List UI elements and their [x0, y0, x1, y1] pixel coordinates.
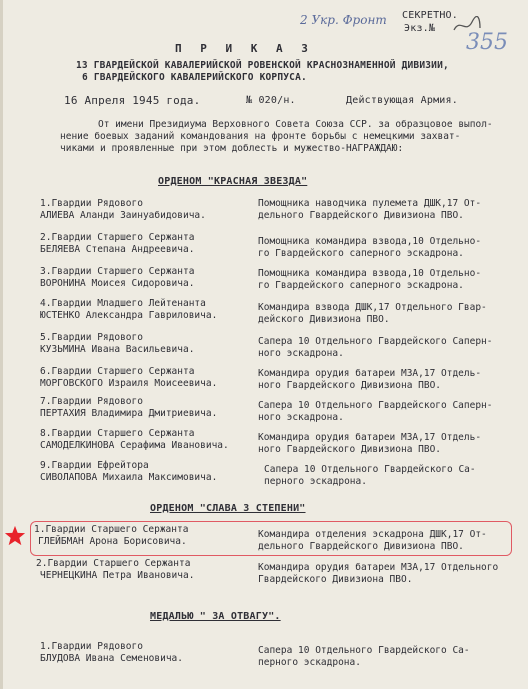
entry-rank: 9.Гвардии Ефрейтора — [40, 460, 149, 471]
entry-position: дейского Дивизиона ПВО. — [258, 314, 390, 325]
order-title: П Р И К А З — [175, 42, 314, 55]
entry-position: Помощника командира взвода,10 Отдельно- — [258, 236, 482, 247]
order-number: № 020/н. — [246, 95, 296, 106]
entry-position: Сапера 10 Отдельного Гвардейского Са- — [264, 464, 476, 475]
entry-rank: 7.Гвардии Рядового — [40, 396, 143, 407]
entry-position: дельного Гвардейского Дивизиона ПВО. — [258, 541, 464, 552]
entry-name: БЛУДОВА Ивана Семеновича. — [40, 653, 183, 664]
entry-name: МОРГОВСКОГО Израиля Моисеевича. — [40, 378, 218, 389]
entry-position: Сапера 10 Отдельного Гвардейского Саперн- — [258, 336, 493, 347]
entry-name: АЛИЕВА Аланди Заинуабидовича. — [40, 210, 206, 221]
entry-name: ЮСТЕНКО Александра Гавриловича. — [40, 310, 218, 321]
section-heading-red-star: ОРДЕНОМ "КРАСНАЯ ЗВЕЗДА" — [158, 176, 308, 187]
page-edge — [0, 0, 3, 689]
preamble-line1: От имени Президиума Верховного Совета Союза ССР. за образцовое выпол- — [98, 119, 493, 130]
section-heading-valor: МЕДАЛЬЮ " ЗА ОТВАГУ". — [150, 611, 281, 622]
entry-rank: 5.Гвардии Рядового — [40, 332, 143, 343]
order-subtitle-line1: 13 ГВАРДЕЙСКОЙ КАВАЛЕРИЙСКОЙ РОВЕНСКОЙ КРАСНОЗНАМЕННОЙ ДИВИЗИИ, — [76, 60, 449, 71]
order-date: 16 Апреля 1945 года. — [64, 94, 201, 107]
entry-position: дельного Гвардейского Дивизиона ПВО. — [258, 210, 464, 221]
entry-name: ВОРОНИНА Моисея Сидоровича. — [40, 278, 195, 289]
entry-name: КУЗЬМИНА Ивана Васильевича. — [40, 344, 195, 355]
order-location: Действующая Армия. — [346, 95, 458, 106]
entry-position: Командира орудия батареи МЗА,17 Отдель- — [258, 368, 482, 379]
entry-rank: 2.Гвардии Старшего Сержанта — [36, 558, 191, 569]
sheet-number: 355 — [466, 30, 508, 55]
preamble-line2: нение боевых заданий командования на фронте борьбы с немецкими захват- — [60, 131, 461, 142]
entry-position: Командира орудия батареи МЗА,17 Отдельного — [258, 562, 499, 573]
copy-label: Экз.№ — [404, 23, 436, 34]
handwritten-front-note: 2 Укр. Фронт — [300, 13, 387, 27]
entry-name: ЧЕРНЕЦКИНА Петра Ивановича. — [40, 570, 195, 581]
entry-position: Командира отделения эскадрона ДШК,17 От- — [258, 529, 487, 540]
entry-rank: 4.Гвардии Младшего Лейтенанта — [40, 298, 206, 309]
entry-position: Сапера 10 Отдельного Гвардейского Саперн- — [258, 400, 493, 411]
entry-rank: 2.Гвардии Старшего Сержанта — [40, 232, 195, 243]
entry-position: ного эскадрона. — [258, 412, 344, 423]
entry-name: БЕЛЯЕВА Степана Андреевича. — [40, 244, 195, 255]
entry-position: ного эскадрона. — [258, 348, 344, 359]
entry-rank: 3.Гвардии Старшего Сержанта — [40, 266, 195, 277]
entry-position: перного эскадрона. — [264, 476, 367, 487]
entry-position: го Гвардейского саперного эскадрона. — [258, 280, 464, 291]
entry-name: СИВОЛАПОВА Михаила Максимовича. — [40, 472, 218, 483]
red-star-icon — [4, 525, 26, 547]
secrecy-label: СЕКРЕТНО. — [402, 10, 458, 21]
section-heading-glory: ОРДЕНОМ "СЛАВА 3 СТЕПЕНИ" — [150, 503, 306, 514]
preamble-line3: чиками и проявленные при этом доблесть и мужество-НАГРАЖДАЮ: — [60, 143, 404, 154]
entry-rank: 1.Гвардии Рядового — [40, 641, 143, 652]
entry-name: ГЛЕЙБМАН Арона Борисовича. — [38, 536, 187, 547]
entry-name: САМОДЕЛКИНОВА Серафима Ивановича. — [40, 440, 229, 451]
order-subtitle-line2: 6 ГВАРДЕЙСКОГО КАВАЛЕРИЙСКОГО КОРПУСА. — [82, 72, 307, 83]
entry-position: Помощника командира взвода,10 Отдельно- — [258, 268, 482, 279]
entry-position: Командира орудия батареи МЗА,17 Отдель- — [258, 432, 482, 443]
entry-rank: 6.Гвардии Старшего Сержанта — [40, 366, 195, 377]
entry-position: Помощника наводчика пулемета ДШК,17 От- — [258, 198, 482, 209]
entry-rank: 1.Гвардии Старшего Сержанта — [34, 524, 189, 535]
entry-rank: 8.Гвардии Старшего Сержанта — [40, 428, 195, 439]
entry-position: ного Гвардейского Дивизиона ПВО. — [258, 380, 442, 391]
entry-position: Командира взвода ДШК,17 Отдельного Гвар- — [258, 302, 487, 313]
entry-position: Гвардейского Дивизиона ПВО. — [258, 574, 413, 585]
entry-position: перного эскадрона. — [258, 657, 361, 668]
entry-position: Сапера 10 Отдельного Гвардейского Са- — [258, 645, 470, 656]
entry-name: ПЕРТАХИЯ Владимира Дмитриевича. — [40, 408, 218, 419]
entry-position: го Гвардейского саперного эскадрона. — [258, 248, 464, 259]
entry-rank: 1.Гвардии Рядового — [40, 198, 143, 209]
entry-position: ного Гвардейского Дивизиона ПВО. — [258, 444, 442, 455]
